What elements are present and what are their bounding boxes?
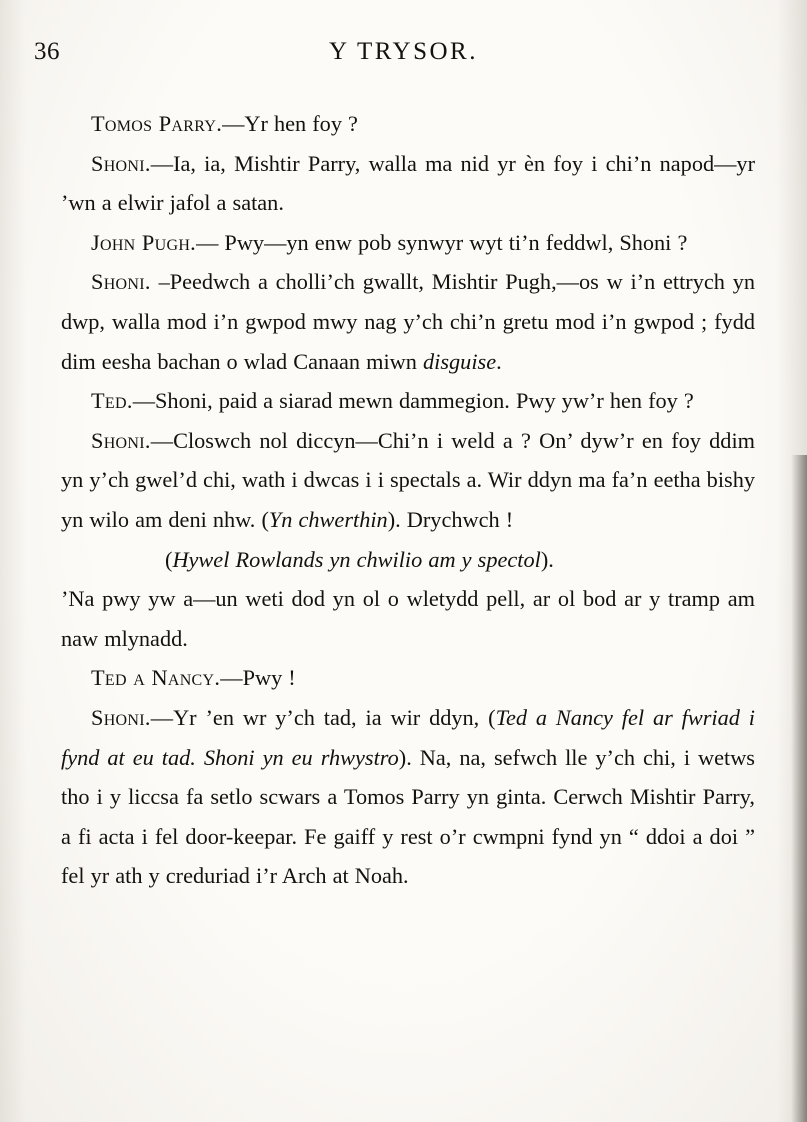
stage-direction-italic: Hywel Rowlands yn chwilio am y spectol [172,546,541,572]
dialogue-line [61,658,755,698]
dialogue-text: —Yr hen foy ? [222,111,358,136]
dialogue-text: —Pwy ! [220,665,296,691]
dialogue-text: —Yr ’en wr y’ch tad, ia wir ddyn, ( [150,704,496,730]
dialogue-line [61,381,755,421]
dialogue-line [61,223,755,263]
page-body [61,104,755,896]
page-header [0,38,807,74]
speaker-label: Shoni. [91,427,151,453]
speaker-label: Shoni. [91,269,151,295]
dialogue-line [61,698,755,896]
running-title: Y TRYSOR. [329,38,478,65]
stage-direction-italic: Ted a Nancy fel ar fwriad i fynd at eu tad. Shoni yn eu rhwystro [61,704,755,770]
dialogue-text: — Pwy—yn enw pob synwyr wyt ti’n feddwl, Shoni ? [196,229,688,255]
dialogue-text: —Closwch nol diccyn—Chi’n i weld a ? On’ dyw’r en foy ddim yn y’ch gwel’d chi, wath i dwcas i i spectals a. Wir ddyn ma fa’n eetha bishy yn wilo am deni nhw. ( [61,427,755,532]
dialogue-line [61,144,755,223]
speaker-label: John Pugh. [91,229,197,255]
speaker-label: Ted a Nancy. [91,665,221,691]
speaker-label: Shoni. [91,704,151,730]
dialogue-continuation [61,579,755,658]
dialogue-text: ’Na pwy yw a—un weti dod yn ol o wletydd pell, ar ol bod ar y tramp am naw mlynadd. [61,586,755,651]
dialogue-text: —Shoni, paid a siarad mewn dammegion. Pwy yw’r hen foy ? [132,388,694,414]
dialogue-line [61,421,755,540]
page-number: 36 [34,38,60,65]
dialogue-text-tail: ). Na, na, sefwch lle y’ch chi, i wetws tho i y liccsa fa setlo scwars a Tomos Parry yn ginta. Cerwch Mishtir Parry, a fi acta i fel door-keepar. Fe gaiff y rest o’r cwmpni fynd yn “ ddoi a doi ” fel yr ath y creduriad i’r Arch at Noah. [61,744,755,889]
stage-direction-close: ). [540,546,554,572]
speaker-label: Ted. [91,388,133,414]
speaker-label: Tomos Parry. [91,111,223,136]
stage-direction-open: ( [165,546,173,572]
stage-direction-italic: Yn chwerthin [268,506,388,532]
stage-direction-italic: disguise [423,348,497,374]
dialogue-line [61,262,755,381]
speaker-label: Shoni. [91,150,151,176]
dialogue-text: —Ia, ia, Mishtir Parry, walla ma nid yr èn foy i chi’n napod—yr ’wn a elwir jafol a satan. [61,150,755,216]
dialogue-text-tail: ). Drychwch ! [387,506,514,532]
dialogue-text-tail: . [496,348,502,374]
stage-direction-line [61,540,755,580]
dialogue-text: –Peedwch a cholli’ch gwallt, Mishtir Pugh,—os w i’n ettrych yn dwp, walla mod i’n gwpod mwy nag y’ch chi’n gretu mod i’n gwpod ; fydd dim eesha bachan o wlad Canaan miwn [61,269,755,374]
dialogue-line [61,104,755,144]
